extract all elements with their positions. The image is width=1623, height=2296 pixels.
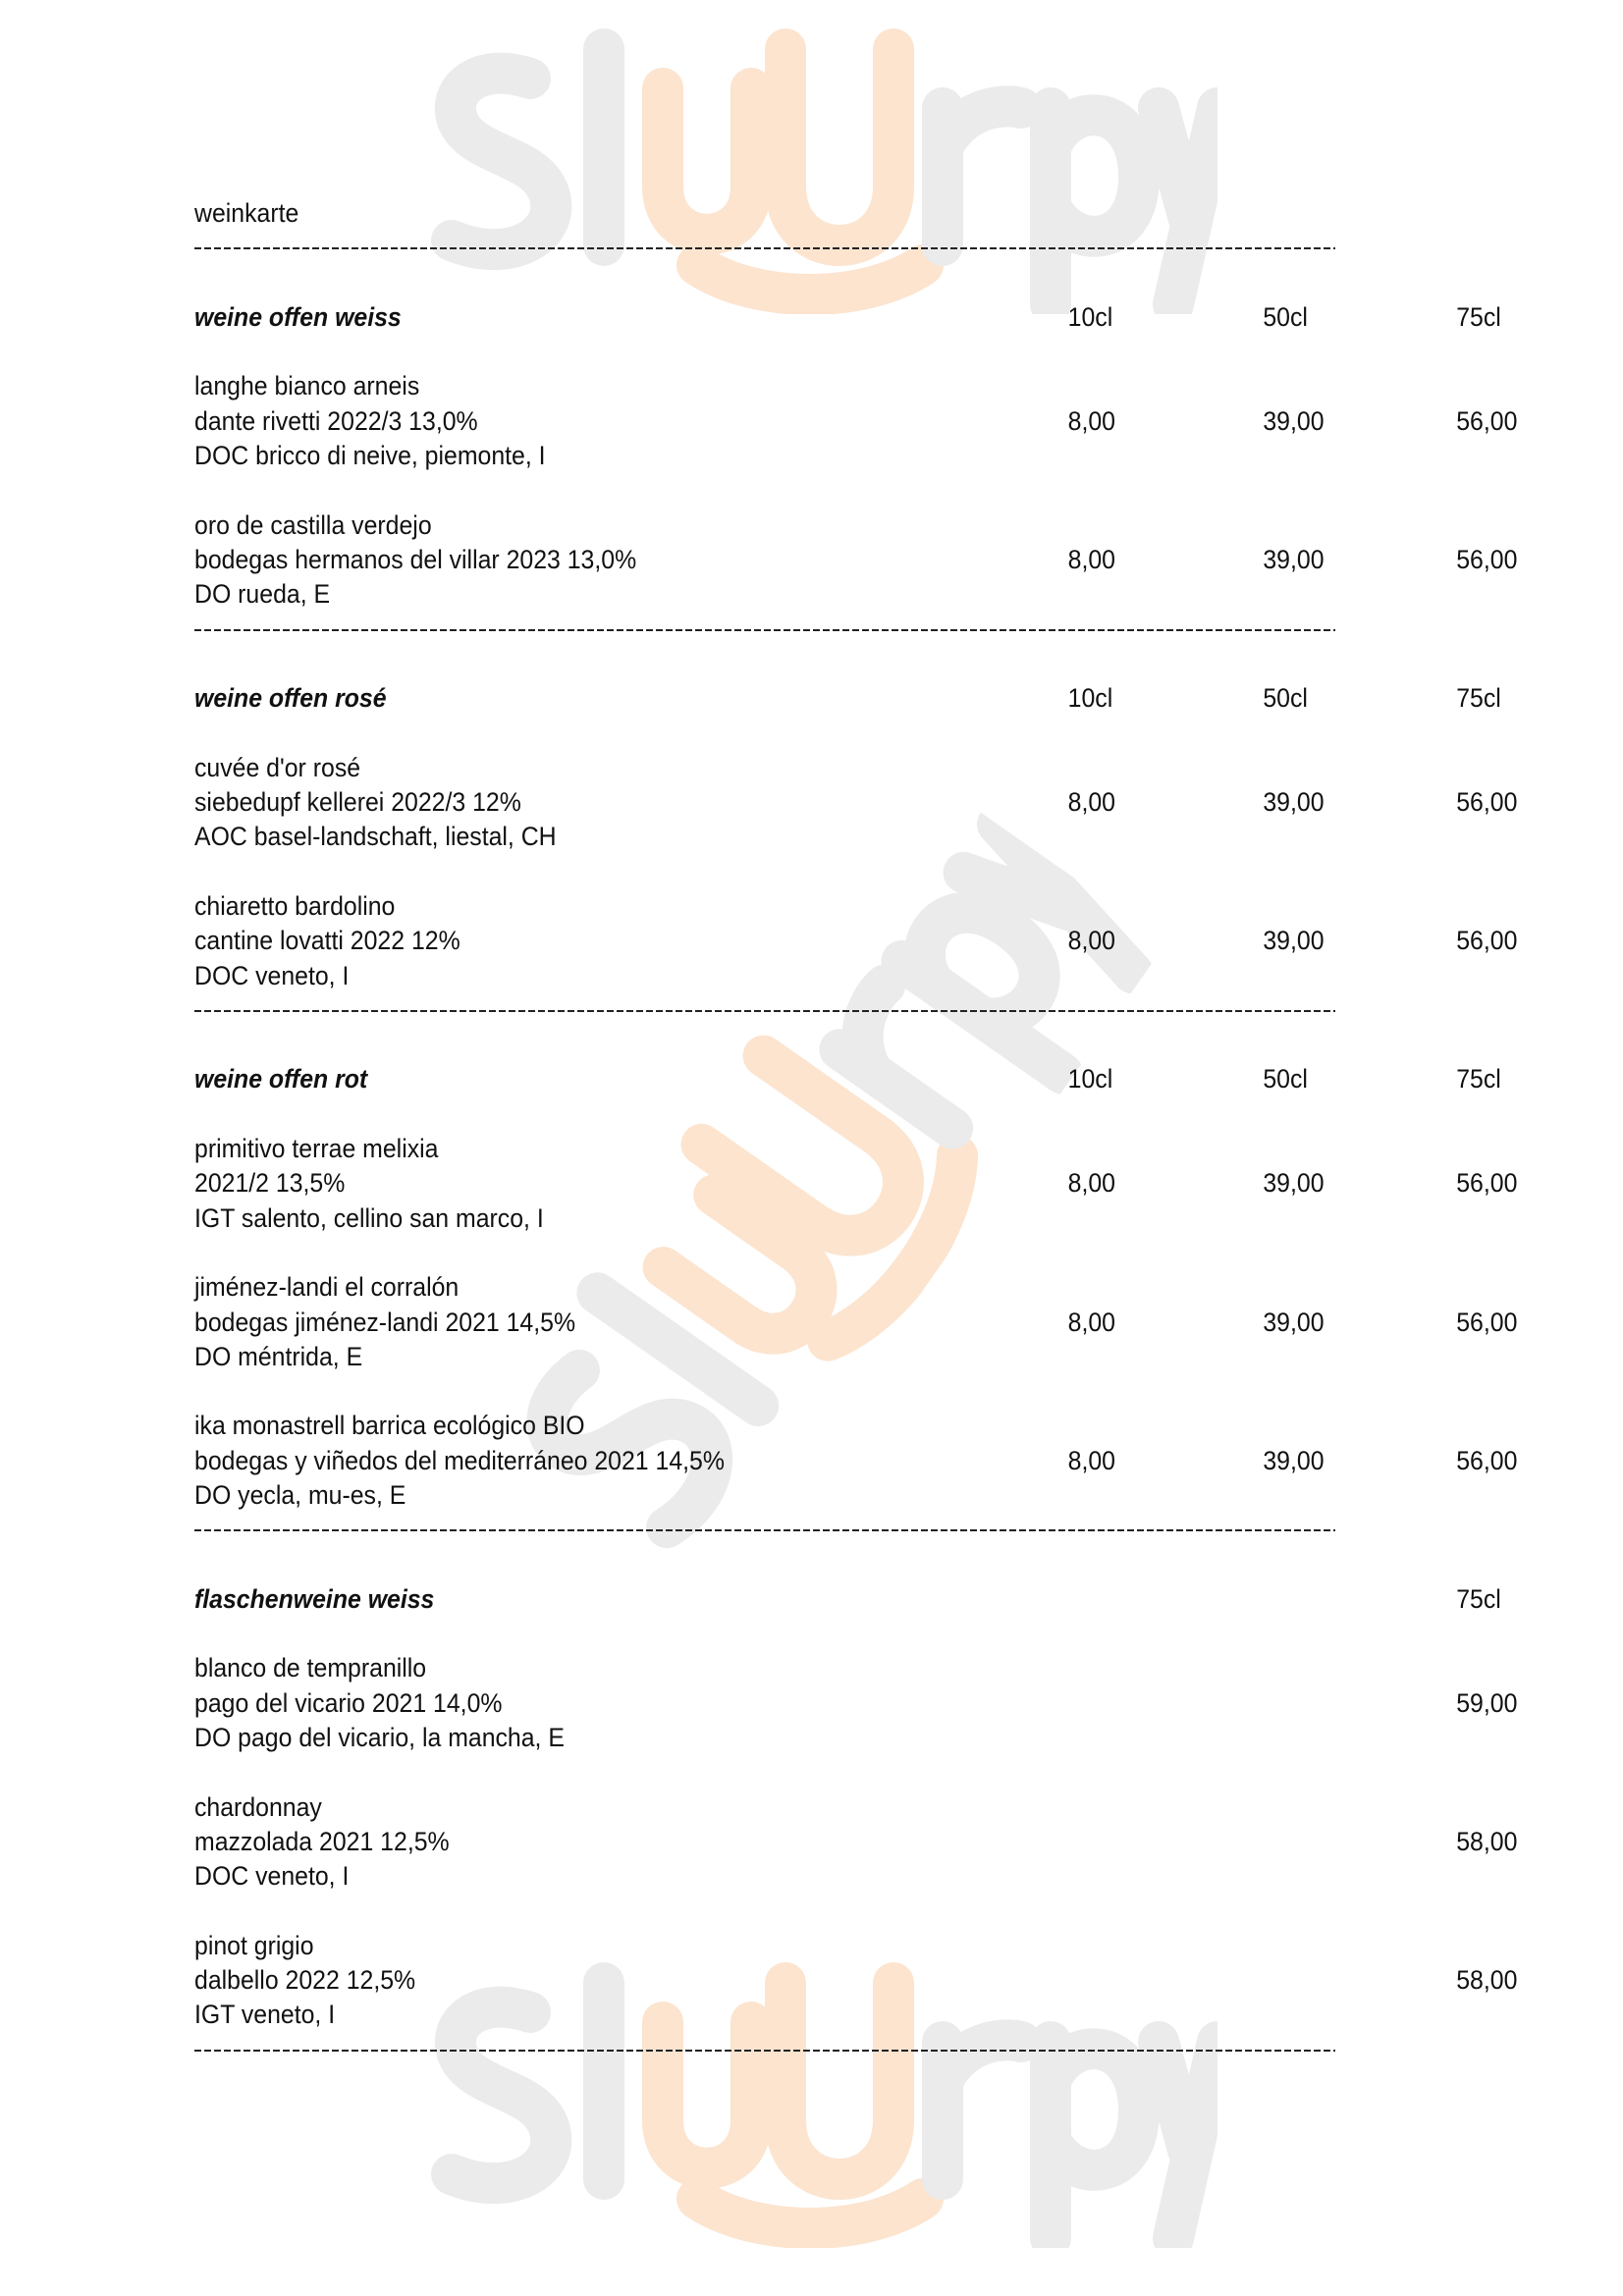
size-label: 50cl xyxy=(1263,301,1308,332)
wine-line xyxy=(194,1166,1518,1201)
section-heading: flaschenweine weiss xyxy=(194,1583,435,1614)
menu-section xyxy=(194,266,1518,647)
wine-name: chiaretto bardolino xyxy=(194,890,396,921)
wine-line xyxy=(194,924,1518,958)
wine-line xyxy=(194,439,1244,473)
menu-section xyxy=(194,1028,1518,1547)
wine-item xyxy=(194,889,1518,993)
wine-item xyxy=(194,508,1518,613)
spacer xyxy=(194,1548,1244,1582)
wine-name: primitivo terrae melixia xyxy=(194,1134,439,1164)
wine-producer: mazzolada 2021 12,5% xyxy=(194,1826,450,1856)
wine-line xyxy=(194,1825,1518,1859)
size-label: 50cl xyxy=(1263,1064,1308,1095)
wine-origin: DO méntrida, E xyxy=(194,1341,363,1371)
wine-line xyxy=(194,543,1518,577)
spacer xyxy=(194,1755,1244,1789)
wine-line xyxy=(194,785,1518,820)
wine-line xyxy=(194,1409,1244,1443)
price: 39,00 xyxy=(1263,544,1325,574)
price: 56,00 xyxy=(1456,1168,1518,1199)
spacer xyxy=(194,266,1244,300)
wine-item xyxy=(194,1132,1518,1236)
wine-item xyxy=(194,1790,1518,1895)
size-label: 75cl xyxy=(1456,1583,1501,1614)
size-label: 10cl xyxy=(1067,301,1113,332)
divider xyxy=(194,231,1335,265)
wine-name: cuvée d'or rosé xyxy=(194,752,361,782)
wine-line xyxy=(194,1790,1244,1825)
section-header xyxy=(194,1062,1501,1096)
size-label: 75cl xyxy=(1456,683,1501,714)
wine-line xyxy=(194,1651,1244,1685)
wine-origin: DOC veneto, I xyxy=(194,960,350,990)
wine-line xyxy=(194,959,1244,993)
price: 56,00 xyxy=(1456,1445,1518,1475)
spacer xyxy=(194,1028,1244,1062)
spacer xyxy=(194,1617,1244,1651)
wine-item xyxy=(194,751,1518,855)
wine-producer: cantine lovatti 2022 12% xyxy=(194,926,460,956)
wine-origin: AOC basel-landschaft, liestal, CH xyxy=(194,822,557,852)
wine-producer: dante rivetti 2022/3 13,0% xyxy=(194,405,478,436)
wine-name: chardonnay xyxy=(194,1791,322,1822)
section-heading: weine offen rosé xyxy=(194,683,387,714)
wine-line xyxy=(194,1998,1244,2032)
price: 58,00 xyxy=(1456,1965,1518,1996)
section-heading: weine offen weiss xyxy=(194,301,402,332)
wine-origin: DOC bricco di neive, piemonte, I xyxy=(194,441,546,471)
wine-line xyxy=(194,369,1244,403)
wine-origin: IGT salento, cellino san marco, I xyxy=(194,1202,544,1233)
divider xyxy=(194,2033,1335,2067)
wine-line xyxy=(194,820,1244,854)
wine-line xyxy=(194,1340,1244,1374)
price: 8,00 xyxy=(1067,926,1115,956)
wine-line xyxy=(194,1444,1518,1478)
wine-name: langhe bianco arneis xyxy=(194,371,420,401)
wine-line xyxy=(194,1859,1244,1894)
price: 56,00 xyxy=(1456,405,1518,436)
menu-title-line xyxy=(194,196,1244,231)
spacer xyxy=(194,1895,1244,1929)
price: 39,00 xyxy=(1263,1168,1325,1199)
divider xyxy=(194,1513,1335,1547)
wine-menu xyxy=(194,196,1518,2067)
price: 56,00 xyxy=(1456,544,1518,574)
wine-producer: pago del vicario 2021 14,0% xyxy=(194,1687,503,1718)
wine-line xyxy=(194,404,1518,439)
menu-section xyxy=(194,1548,1518,2067)
price: 39,00 xyxy=(1263,787,1325,818)
spacer xyxy=(194,1236,1244,1270)
size-label: 10cl xyxy=(1067,683,1113,714)
wine-name: ika monastrell barrica ecológico BIO xyxy=(194,1411,585,1441)
price: 8,00 xyxy=(1067,787,1115,818)
spacer xyxy=(194,647,1244,681)
spacer xyxy=(194,716,1244,750)
wine-item xyxy=(194,1409,1518,1513)
wine-producer: siebedupf kellerei 2022/3 12% xyxy=(194,787,521,818)
wine-line xyxy=(194,889,1244,924)
spacer xyxy=(194,855,1244,889)
section-header xyxy=(194,1582,1501,1617)
price: 58,00 xyxy=(1456,1826,1518,1856)
wine-line xyxy=(194,1306,1518,1340)
wine-origin: IGT veneto, I xyxy=(194,2000,336,2030)
wine-line xyxy=(194,1721,1244,1755)
wine-line xyxy=(194,1132,1244,1166)
section-header xyxy=(194,300,1501,335)
price: 8,00 xyxy=(1067,405,1115,436)
wine-line xyxy=(194,751,1244,785)
wine-name: oro de castilla verdejo xyxy=(194,509,432,540)
wine-name: pinot grigio xyxy=(194,1930,314,1960)
spacer xyxy=(194,1374,1244,1409)
wine-line xyxy=(194,1478,1244,1513)
spacer xyxy=(194,335,1244,369)
price: 8,00 xyxy=(1067,1445,1115,1475)
size-label: 75cl xyxy=(1456,301,1501,332)
wine-line xyxy=(194,1929,1244,1963)
divider xyxy=(194,613,1335,647)
wine-line xyxy=(194,1963,1518,1998)
wine-item xyxy=(194,1929,1518,2033)
wine-item xyxy=(194,1270,1518,1374)
spacer xyxy=(194,1097,1244,1132)
spacer xyxy=(194,473,1244,507)
price: 39,00 xyxy=(1263,926,1325,956)
wine-line xyxy=(194,1686,1518,1721)
wine-item xyxy=(194,1651,1518,1755)
size-label: 50cl xyxy=(1263,683,1308,714)
section-header xyxy=(194,681,1501,716)
price: 59,00 xyxy=(1456,1687,1518,1718)
menu-title: weinkarte xyxy=(194,198,299,228)
menu-section xyxy=(194,647,1518,1028)
section-heading: weine offen rot xyxy=(194,1064,368,1095)
wine-item xyxy=(194,369,1518,473)
wine-producer: bodegas hermanos del villar 2023 13,0% xyxy=(194,544,637,574)
size-label: 10cl xyxy=(1067,1064,1113,1095)
price: 39,00 xyxy=(1263,1445,1325,1475)
wine-line xyxy=(194,1201,1244,1236)
price: 8,00 xyxy=(1067,1307,1115,1337)
price: 56,00 xyxy=(1456,1307,1518,1337)
wine-line xyxy=(194,508,1244,543)
wine-name: blanco de tempranillo xyxy=(194,1653,427,1683)
wine-producer: 2021/2 13,5% xyxy=(194,1168,346,1199)
size-label: 75cl xyxy=(1456,1064,1501,1095)
price: 39,00 xyxy=(1263,1307,1325,1337)
wine-line xyxy=(194,577,1244,612)
divider xyxy=(194,993,1335,1028)
wine-origin: DO rueda, E xyxy=(194,579,331,610)
wine-line xyxy=(194,1270,1244,1305)
price: 56,00 xyxy=(1456,926,1518,956)
wine-producer: dalbello 2022 12,5% xyxy=(194,1965,416,1996)
price: 56,00 xyxy=(1456,787,1518,818)
wine-origin: DO pago del vicario, la mancha, E xyxy=(194,1723,565,1753)
wine-producer: bodegas jiménez-landi 2021 14,5% xyxy=(194,1307,576,1337)
price: 8,00 xyxy=(1067,1168,1115,1199)
wine-name: jiménez-landi el corralón xyxy=(194,1272,460,1303)
wine-origin: DO yecla, mu-es, E xyxy=(194,1479,406,1510)
wine-origin: DOC veneto, I xyxy=(194,1861,350,1892)
price: 39,00 xyxy=(1263,405,1325,436)
price: 8,00 xyxy=(1067,544,1115,574)
wine-producer: bodegas y viñedos del mediterráneo 2021 14,5% xyxy=(194,1445,725,1475)
